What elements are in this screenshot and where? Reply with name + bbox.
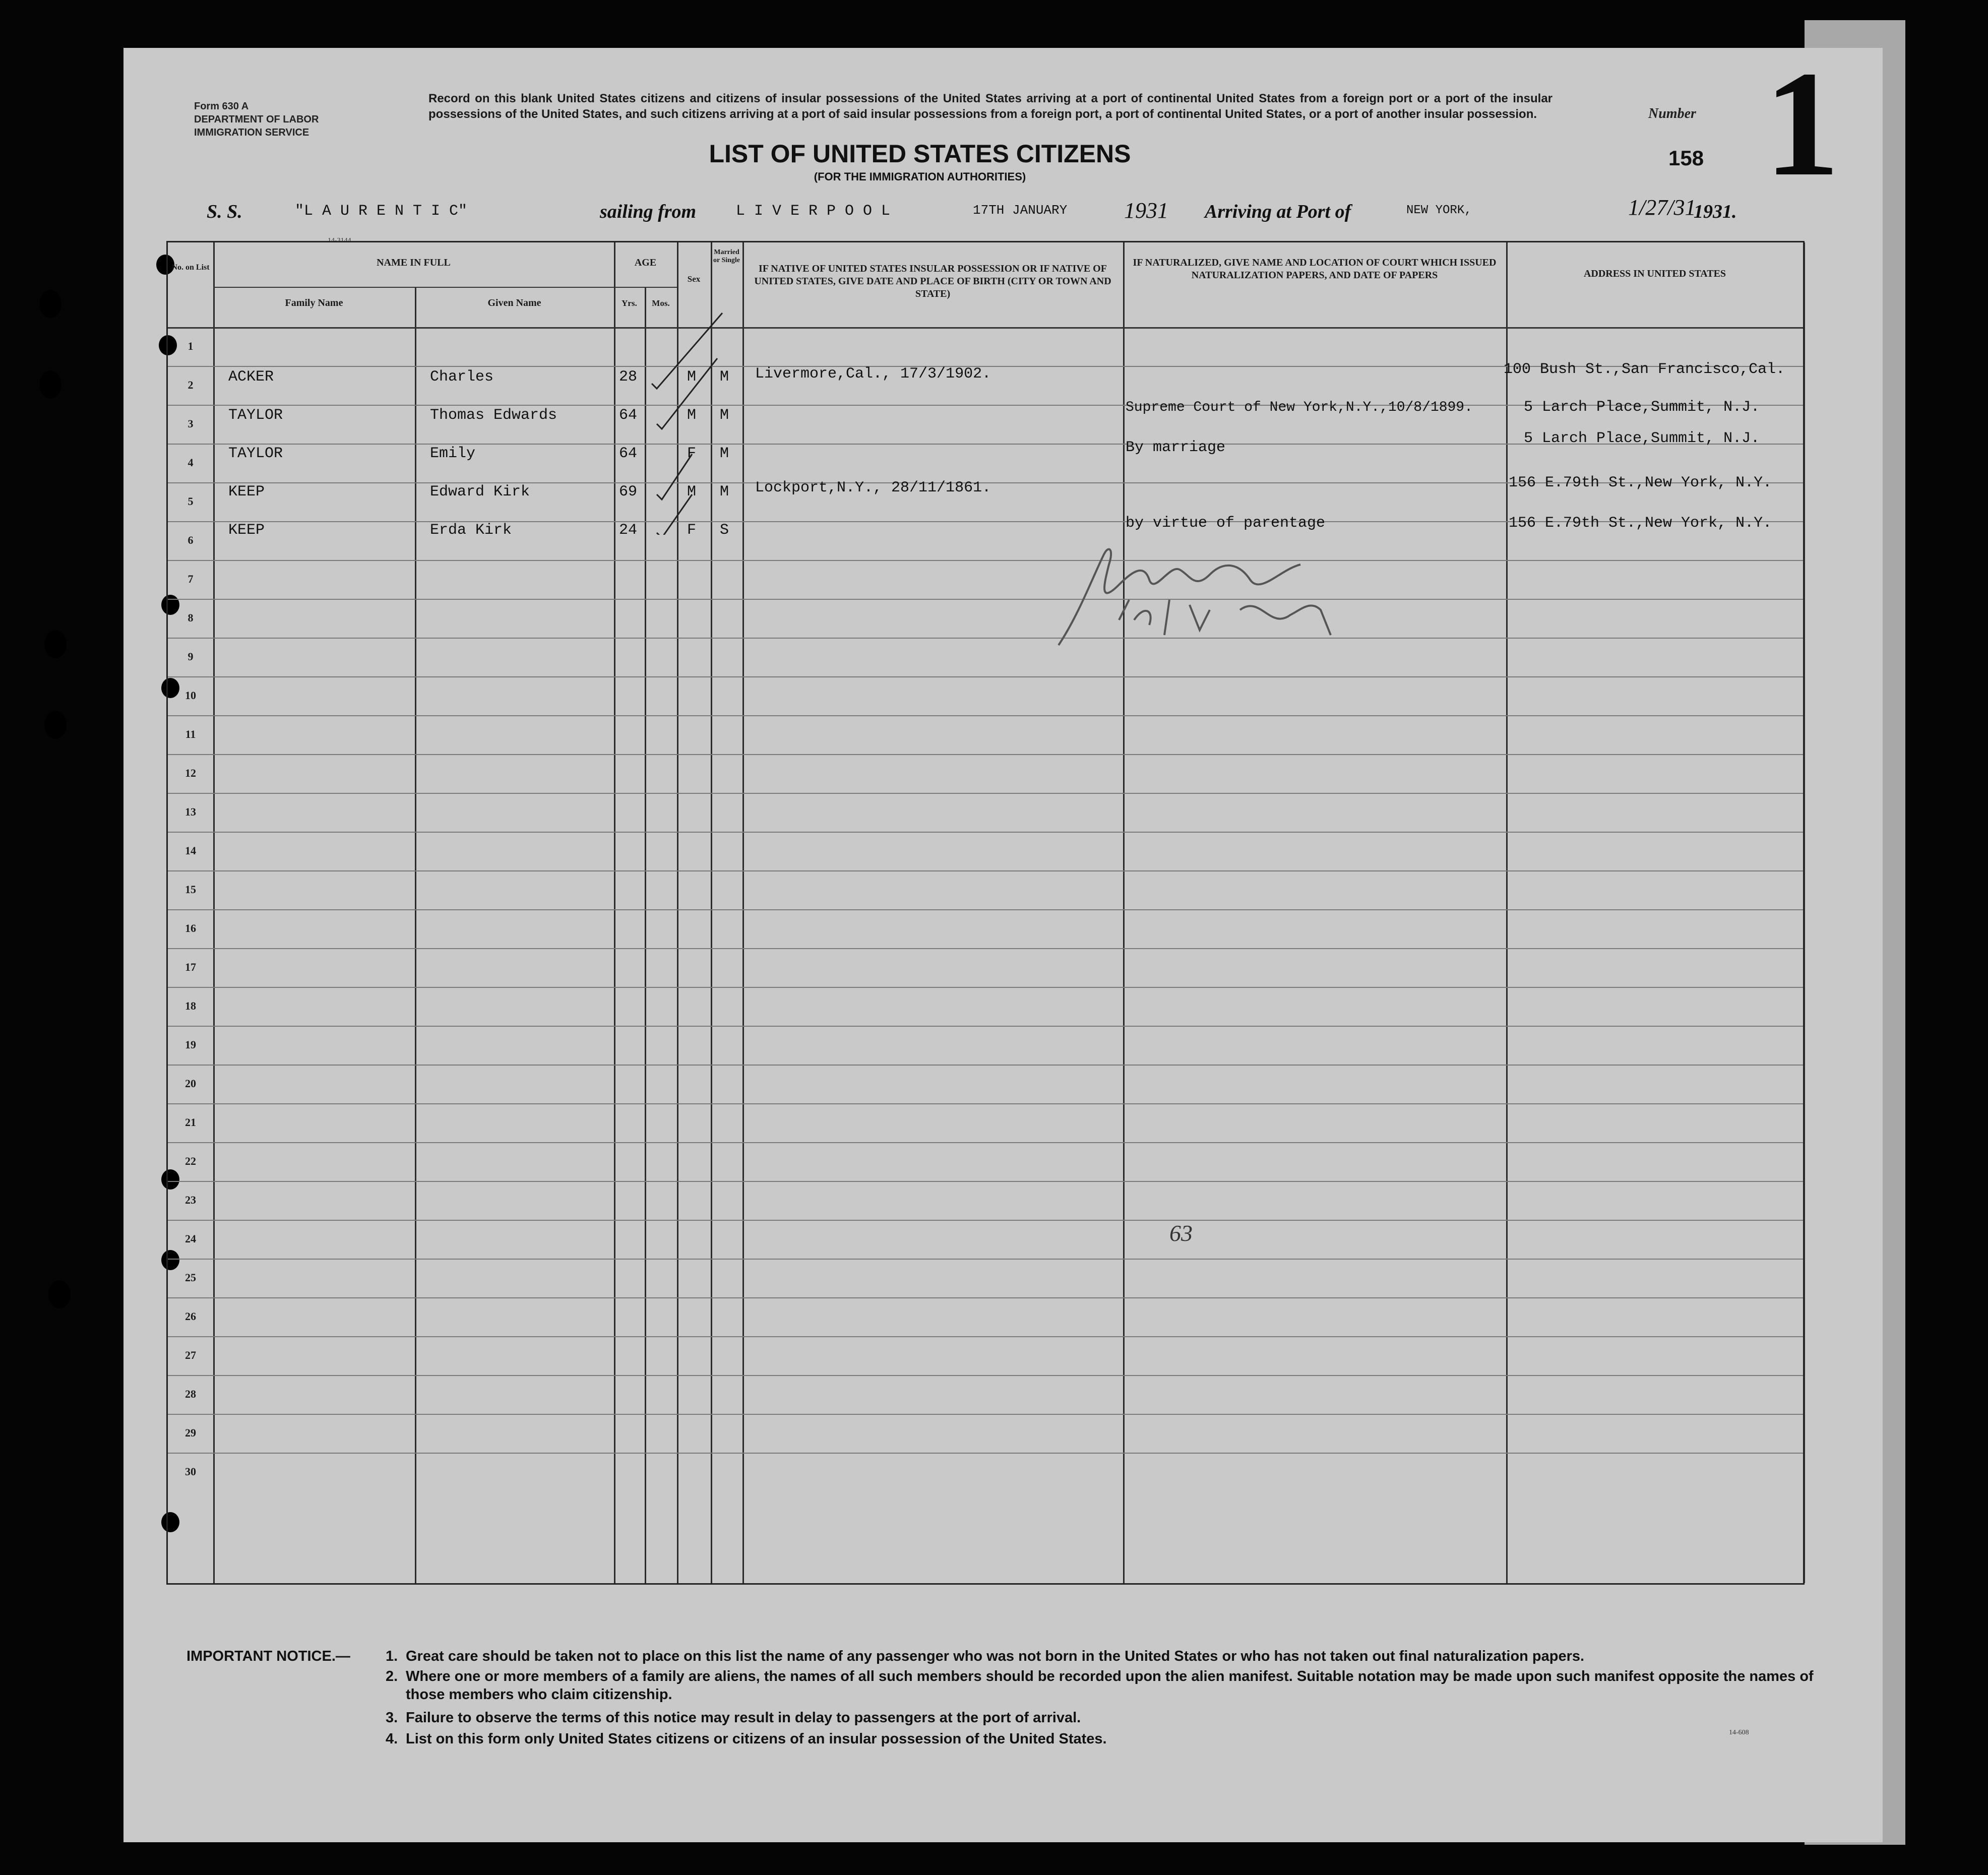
row-number: 21	[185, 1116, 196, 1129]
service-label: IMMIGRATION SERVICE	[194, 127, 309, 138]
given-name: Thomas Edwards	[430, 407, 557, 424]
row-rule	[168, 754, 1803, 755]
handwritten-number: 63	[1169, 1220, 1193, 1246]
marital-status: M	[720, 445, 729, 462]
row-rule	[168, 948, 1803, 949]
check-mark	[657, 494, 692, 535]
row-number: 18	[185, 999, 196, 1012]
row-rule	[168, 793, 1803, 794]
row-number: 28	[185, 1388, 196, 1400]
row-rule	[168, 1026, 1803, 1027]
notice-number: 4.	[386, 1731, 398, 1747]
ss-label: S. S.	[207, 201, 242, 222]
row-rule	[168, 1375, 1803, 1376]
punch-hole	[39, 290, 61, 318]
notice-text: Great care should be taken not to place on this list the name of any passenger who was not born in the United States or who has not taken out final naturalization papers.	[406, 1648, 1585, 1664]
address: 5 Larch Place,Summit, N.J.	[1524, 399, 1760, 416]
address: 156 E.79th St.,New York, N.Y.	[1509, 474, 1772, 491]
row-rule	[168, 1414, 1803, 1415]
row-number: 30	[185, 1465, 196, 1478]
check-mark	[652, 313, 722, 389]
sailing-label: sailing from	[600, 201, 697, 222]
year-handwritten: 1931	[1124, 198, 1168, 223]
notice-text: Where one or more members of a family are aliens, the names of all such members should be recorded upon the alien manifest. Suitable notation may be made upon such manifest opposite the names of those members who claim citizenship.	[406, 1668, 1814, 1703]
notice-text: Failure to observe the terms of this notice may result in delay to passengers at the port of arrival.	[406, 1710, 1081, 1726]
header-rule	[213, 287, 677, 288]
passenger-table	[166, 241, 1805, 1585]
row-rule	[168, 832, 1803, 833]
row-number: 14	[185, 844, 196, 857]
row-number: 16	[185, 922, 196, 934]
form-instructions: Record on this blank United States citizens and citizens of insular possessions of the United States arriving at a port of continental United States from a foreign port or a port of the insular possessions of the United States, and such citizens arriving at a port of said insular possessions from a foreign port, a port of continental United States, or a port of another insular possession.	[428, 92, 1552, 121]
notice-number: 3.	[386, 1710, 398, 1726]
row-rule	[168, 715, 1803, 716]
row-number: 2	[188, 379, 194, 391]
bottom-form-code: 14-608	[1729, 1729, 1749, 1736]
row-number: 7	[188, 573, 194, 585]
list-number: 158	[1668, 146, 1704, 170]
departure-date: 17TH JANUARY	[973, 203, 1068, 218]
row-number: 12	[185, 767, 196, 779]
row-number: 22	[185, 1155, 196, 1167]
number-label: Number	[1648, 106, 1696, 121]
header-months: Mos.	[652, 298, 670, 308]
department-label: DEPARTMENT OF LABOR	[194, 114, 319, 125]
given-name: Charles	[430, 368, 494, 386]
row-rule	[168, 1065, 1803, 1066]
given-name: Emily	[430, 445, 476, 462]
address: 5 Larch Place,Summit, N.J.	[1524, 430, 1760, 447]
age-years: 24	[619, 522, 638, 539]
punch-hole	[39, 370, 61, 399]
row-number: 5	[188, 495, 194, 508]
sex: M	[687, 407, 697, 424]
row-number: 1	[188, 340, 194, 352]
row-number: 11	[185, 728, 196, 740]
marital-status: M	[720, 407, 729, 424]
row-rule	[168, 1103, 1803, 1104]
voyage-line	[176, 195, 1815, 223]
row-rule	[168, 1297, 1803, 1298]
ship-name: "L A U R E N T I C"	[295, 203, 468, 220]
row-number: 23	[185, 1194, 196, 1206]
punch-hole	[44, 630, 67, 658]
header-name-in-full: NAME IN FULL	[377, 257, 451, 268]
row-rule	[168, 560, 1803, 561]
column-divider	[1804, 242, 1805, 1583]
header-birth: IF NATIVE OF UNITED STATES INSULAR POSSESSION OR IF NATIVE OF UNITED STATES, GIVE DATE AND PLACE OF BIRTH (CITY OR TOWN AND STATE)	[754, 263, 1111, 299]
form-code: 14-3144	[328, 237, 351, 244]
row-number: 4	[188, 456, 194, 469]
punch-hole	[48, 1280, 71, 1308]
row-number: 20	[185, 1077, 196, 1090]
row-number: 6	[188, 534, 194, 546]
marital-status: M	[720, 483, 729, 501]
naturalization: By marriage	[1126, 439, 1226, 456]
sex: F	[687, 445, 697, 462]
address: 156 E.79th St.,New York, N.Y.	[1509, 515, 1772, 532]
family-name: TAYLOR	[228, 445, 283, 462]
marital-status: S	[720, 522, 729, 539]
row-rule	[168, 909, 1803, 910]
row-number: 26	[185, 1310, 196, 1323]
row-rule	[168, 1142, 1803, 1143]
row-number: 19	[185, 1038, 196, 1051]
header-given-name: Given Name	[487, 297, 541, 308]
row-number: 17	[185, 961, 196, 973]
notice-text: List on this form only United States citizens or citizens of an insular possession of the United States.	[406, 1731, 1107, 1747]
header-married-or-single: Married or Single	[713, 248, 740, 264]
header-no-on-list: No. on List	[171, 263, 210, 272]
row-number: 25	[185, 1271, 196, 1284]
row-number: 10	[185, 689, 196, 702]
family-name: KEEP	[228, 483, 265, 501]
form-subtitle: (FOR THE IMMIGRATION AUTHORITIES)	[814, 170, 1026, 183]
row-number: 13	[185, 805, 196, 818]
arrival-year: 1931.	[1694, 201, 1737, 222]
birth-place-date: Livermore,Cal., 17/3/1902.	[755, 365, 991, 383]
row-number: 27	[185, 1349, 196, 1361]
form-title: LIST OF UNITED STATES CITIZENS	[709, 140, 1131, 168]
address: 100 Bush St.,San Francisco,Cal.	[1504, 361, 1785, 378]
age-years: 64	[619, 445, 638, 462]
inspector-signature	[1048, 534, 1411, 655]
age-years: 69	[619, 483, 638, 501]
given-name: Edward Kirk	[430, 483, 530, 501]
punch-hole	[44, 711, 67, 739]
sex: M	[687, 483, 697, 501]
row-number: 15	[185, 883, 196, 896]
header-family-name: Family Name	[285, 297, 343, 308]
sex: F	[687, 522, 697, 539]
row-number: 8	[188, 611, 194, 624]
row-rule	[168, 987, 1803, 988]
page-mark: 1	[1764, 40, 1840, 207]
naturalization: Supreme Court of New York,N.Y.,10/8/1899.	[1126, 400, 1473, 415]
header-age: AGE	[634, 257, 657, 268]
family-name: ACKER	[228, 368, 274, 386]
row-rule	[168, 1336, 1803, 1337]
check-mark	[657, 358, 717, 429]
row-rule	[168, 638, 1803, 639]
header-address: ADDRESS IN UNITED STATES	[1583, 268, 1726, 279]
sex: M	[687, 368, 697, 386]
family-name: KEEP	[228, 522, 265, 539]
row-rule	[168, 1181, 1803, 1182]
row-number: 9	[188, 650, 194, 663]
arrival-date-handwritten: 1/27/31	[1628, 195, 1696, 220]
notice-number: 1.	[386, 1648, 398, 1664]
row-rule	[168, 870, 1803, 871]
arrival-port: NEW YORK,	[1406, 204, 1472, 217]
naturalization: by virtue of parentage	[1126, 515, 1326, 532]
family-name: TAYLOR	[228, 407, 283, 424]
row-rule	[168, 1220, 1803, 1221]
row-rule	[168, 1453, 1803, 1454]
header-years: Yrs.	[622, 298, 637, 308]
form-number: Form 630 A	[194, 101, 249, 112]
header-naturalized: IF NATURALIZED, GIVE NAME AND LOCATION OF COURT WHICH ISSUED NATURALIZATION PAPERS, AND DATE OF PAPERS	[1133, 257, 1497, 281]
port-from: L I V E R P O O L	[736, 203, 891, 220]
row-rule	[168, 599, 1803, 600]
row-rule	[168, 676, 1803, 677]
notice-number: 2.	[386, 1668, 398, 1684]
arriving-label: Arriving at Port of	[1205, 201, 1351, 222]
age-years: 64	[619, 407, 638, 424]
given-name: Erda Kirk	[430, 522, 512, 539]
check-marks	[642, 303, 742, 535]
age-years: 28	[619, 368, 638, 386]
birth-place-date: Lockport,N.Y., 28/11/1861.	[755, 479, 991, 496]
header-sex: Sex	[687, 274, 701, 284]
row-number: 3	[188, 417, 194, 430]
row-number: 24	[185, 1232, 196, 1245]
notice-heading: IMPORTANT NOTICE.—	[187, 1648, 350, 1664]
form-number-block	[194, 100, 319, 139]
marital-status: M	[720, 368, 729, 386]
row-number: 29	[185, 1426, 196, 1439]
check-mark	[657, 454, 692, 499]
row-rule	[168, 1259, 1803, 1260]
header-rule	[168, 327, 1803, 329]
